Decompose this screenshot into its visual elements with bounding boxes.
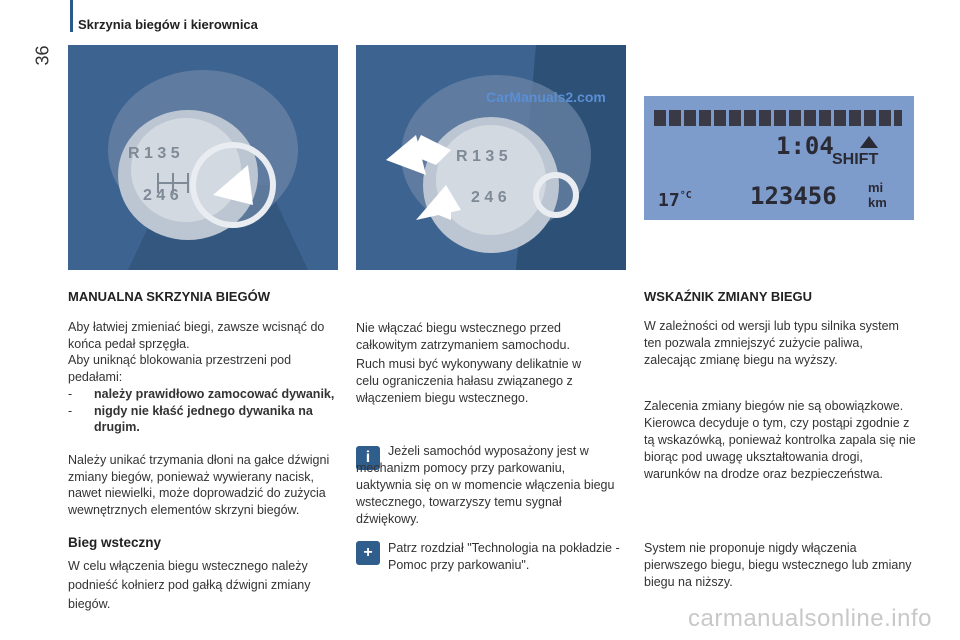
list-dash: - [68,403,73,418]
shift-up-icon [860,136,878,148]
section-marker [70,0,73,32]
shift-indicator-heading: WSKAŹNIK ZMIANY BIEGU [644,289,813,304]
reverse-stop-paragraph: Nie włączać biegu wstecznego przed całkowitym zatrzymaniem samochodu. [356,321,570,352]
list-dash: - [68,387,73,401]
cross-reference-icon [356,541,380,565]
list-item [68,403,340,436]
reverse-gear-heading: Bieg wsteczny [68,535,162,550]
shift-indicator-paragraph-3: System nie proponuje nigdy włączenia pierwszego biegu, biegu wstecznego lub zmiany biegu na niższy. [644,541,912,589]
hand-on-knob-paragraph: Należy unikać trzymania dłoni na gałce dźwigni zmiany biegów, ponieważ wywierany nacisk, nawet niewielki, może doprowadzić do zużycia wewnętrznych elementów skrzyni biegów. [68,453,330,517]
shift-indicator-paragraph-2: Zalecenia zmiany biegów nie są obowiązkowe. Kierowca decyduje o tym, czy postąpi zgodnie z tą wskazówką, ponieważ kontrolka zapala się nie biorąc pod uwagę ukształtowania drogi, warunków na drodze oraz bezpieczeństwa. [644,399,916,481]
lcd-shift-label: SHIFT [832,151,879,168]
mat-list [68,386,340,436]
pedal-space-paragraph: Aby uniknąć blokowania przestrzeni pod pedałami: [68,353,292,384]
list-item [68,386,340,403]
info-icon-glyph: i [365,449,371,466]
lcd-time: 1:04 [776,132,834,160]
list-item-text: należy prawidłowo zamocować dywanik, [94,387,335,401]
lcd-dot-matrix-row [654,110,902,126]
lcd-odometer: 123456 [750,182,837,210]
gear-label-top: R 1 3 5 [128,145,180,162]
gear-knob-figure [68,45,338,270]
shift-indicator-paragraph-1: W zależności od wersji lub typu silnika system ten pozwala zmniejszyć zużycie paliwa, zalecając zmianę biegu na wyższy. [644,319,899,367]
parking-aid-note: Jeżeli samochód wyposażony jest w mechanizm pomocy przy parkowaniu, uaktywnia się on w momencie włączenia biegu wstecznego, towarzyszy temu sygnał dźwiękowy. [356,444,615,526]
cross-reference-note: Patrz rozdział "Technologia na pokładzie - Pomoc przy parkowaniu". [388,541,620,572]
lcd-temp-value: 17 [658,190,680,211]
reverse-gear-label-top: R 1 3 5 [456,148,508,165]
image-watermark: CarManuals2.com [486,89,606,105]
plus-icon-glyph: + [363,544,373,561]
reverse-gear-paragraph: W celu włączenia biegu wstecznego należy podnieść kołnierz pod gałką dźwigni zmiany biegów. [68,559,311,611]
gear-label-bottom: 2 4 6 [143,187,179,204]
section-title: Skrzynia biegów i kierownica [78,17,258,32]
page-number [33,41,54,71]
list-item-text: nigdy nie kłaść jednego dywanika na drugim. [94,403,313,434]
lcd-unit-mi: mi [868,180,884,195]
lcd-temperature [658,190,692,211]
shift-indicator-display [644,96,914,220]
manual-gearbox-heading: MANUALNA SKRZYNIA BIEGÓW [68,289,270,304]
lcd-temp-unit: °C [679,190,692,201]
reverse-gentle-paragraph: Ruch musi być wykonywany delikatnie w celu ograniczenia hałasu związanego z włączeniem biegu wstecznego. [356,357,582,405]
lcd-unit-km: km [868,195,887,210]
footer-watermark: carmanualsonline.info [688,605,932,632]
gear-knob-illustration [68,45,338,270]
page-number-text: 36 [32,45,53,66]
reverse-gear-figure [356,45,626,270]
reverse-gear-label-bottom: 2 4 6 [471,189,507,206]
clutch-paragraph: Aby łatwiej zmieniać biegi, zawsze wcisnąć do końca pedał sprzęgła. [68,320,325,351]
